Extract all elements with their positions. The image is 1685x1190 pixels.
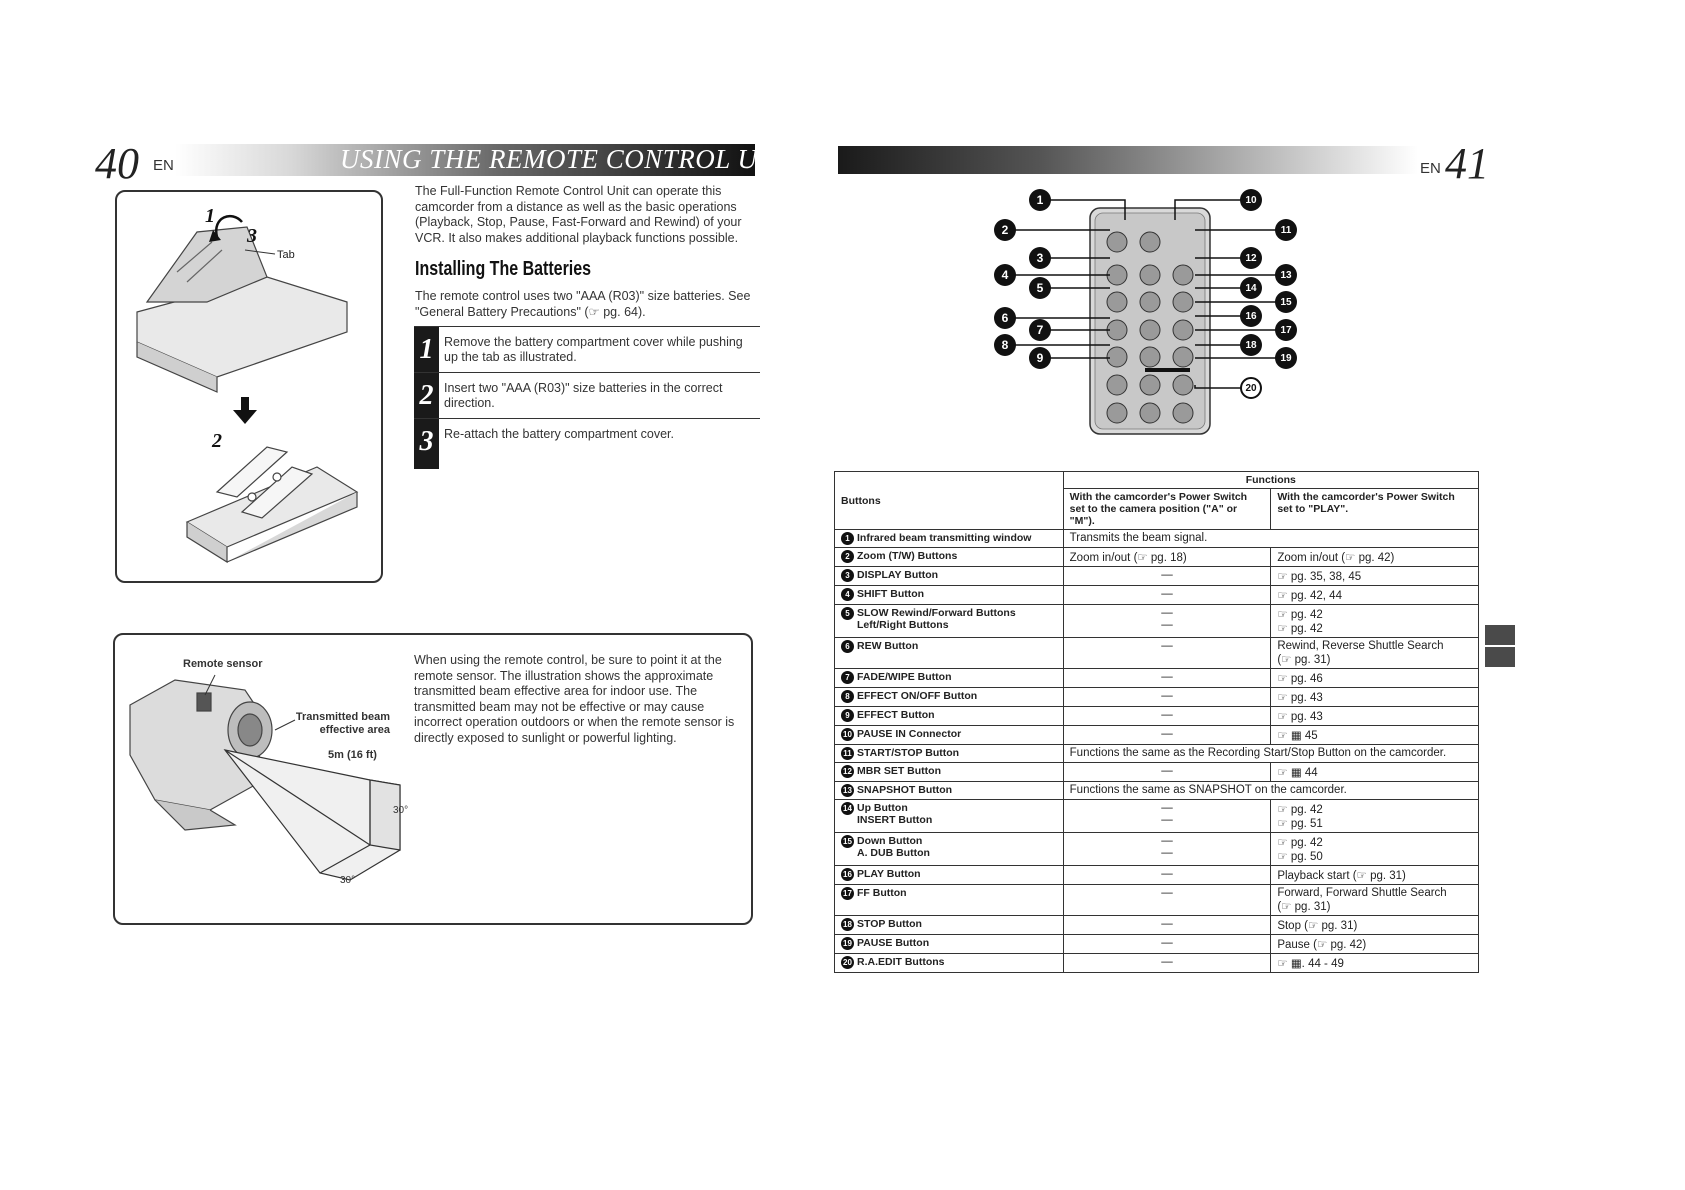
row-camera-cell: — <box>1063 916 1271 935</box>
row-number-badge: 12 <box>841 765 854 778</box>
row-button-label: MBR SET Button <box>857 765 941 777</box>
callout-15: 15 <box>1275 291 1297 313</box>
right-title-bar <box>838 146 1418 174</box>
beam-area <box>225 750 400 880</box>
row-number-badge: 7 <box>841 671 854 684</box>
callout-8: 8 <box>994 334 1016 356</box>
step-2-text: Insert two "AAA (R03)" size batteries in the correct direction. <box>444 381 723 410</box>
steps-block <box>414 326 760 468</box>
row-number-badge: 4 <box>841 588 854 601</box>
row-number-badge: 5 <box>841 607 854 620</box>
row-camera-cell: — <box>1063 763 1271 782</box>
row-number-badge: 17 <box>841 887 854 900</box>
page-suffix-left: EN <box>153 157 174 174</box>
row-button-cell <box>835 800 1064 833</box>
transmitted-beam-label: Transmitted beam effective area <box>295 711 390 736</box>
label-n1: 1 <box>205 205 215 227</box>
table-row <box>835 935 1479 954</box>
page-number-left: 40 <box>95 139 139 188</box>
row-number-badge: 9 <box>841 709 854 722</box>
callout-1: 1 <box>1029 189 1051 211</box>
table-row <box>835 782 1479 800</box>
page-prefix-right: EN <box>1420 160 1441 177</box>
table-row <box>835 530 1479 548</box>
row-number-badge: 3 <box>841 569 854 582</box>
row-button-label: R.A.EDIT Buttons <box>857 956 945 968</box>
row-camera-cell: Transmits the beam signal. <box>1063 530 1478 548</box>
row-camera-cell: — — <box>1063 605 1271 638</box>
row-button-cell <box>835 726 1064 745</box>
callout-20: 20 <box>1240 377 1262 399</box>
row-number-badge: 18 <box>841 918 854 931</box>
row-button-cell <box>835 935 1064 954</box>
row-number-badge: 8 <box>841 690 854 703</box>
row-button-cell <box>835 745 1064 763</box>
angle-vertical-label: 30° <box>393 805 409 816</box>
row-camera-cell: — <box>1063 935 1271 954</box>
callout-3: 3 <box>1029 247 1051 269</box>
callout-14: 14 <box>1240 277 1262 299</box>
row-button-cell <box>835 605 1064 638</box>
row-button-label: SHIFT Button <box>857 588 925 600</box>
row-button-label: STOP Button <box>857 918 922 930</box>
header-camera: With the camcorder's Power Switch set to the camera position ("A" or "M"). <box>1063 489 1271 530</box>
table-row <box>835 586 1479 605</box>
table-row <box>835 954 1479 973</box>
row-camera-cell: — <box>1063 688 1271 707</box>
row-play-cell: ☞ pg. 42 ☞ pg. 51 <box>1271 800 1479 833</box>
row-button-label: SNAPSHOT Button <box>857 784 953 796</box>
step-2-number: 2 <box>414 373 439 419</box>
row-button-label: PAUSE Button <box>857 937 930 949</box>
row-button-label: EFFECT Button <box>857 709 935 721</box>
row-number-badge: 16 <box>841 868 854 881</box>
row-button-cell <box>835 707 1064 726</box>
row-play-cell: Pause (☞ pg. 42) <box>1271 935 1479 954</box>
row-button-label: Down Button A. DUB Button <box>857 835 930 859</box>
row-play-cell: ☞ pg. 46 <box>1271 669 1479 688</box>
row-button-cell <box>835 833 1064 866</box>
table-row <box>835 866 1479 885</box>
row-button-cell <box>835 954 1064 973</box>
table-row <box>835 638 1479 669</box>
callout-19: 19 <box>1275 347 1297 369</box>
row-button-cell <box>835 586 1064 605</box>
distance-label: 5m (16 ft) <box>328 749 377 761</box>
row-camera-cell: — <box>1063 707 1271 726</box>
row-camera-cell: Zoom in/out (☞ pg. 18) <box>1063 548 1271 567</box>
callout-13: 13 <box>1275 264 1297 286</box>
table-row <box>835 916 1479 935</box>
row-camera-cell: — <box>1063 726 1271 745</box>
row-button-label: FF Button <box>857 887 907 899</box>
table-row <box>835 800 1479 833</box>
callout-5: 5 <box>1029 277 1051 299</box>
page-number-right: 41 <box>1445 139 1489 188</box>
header-functions: Functions <box>1063 472 1478 489</box>
step-3-text: Re-attach the battery compartment cover. <box>444 427 674 441</box>
row-button-cell <box>835 688 1064 707</box>
header-buttons: Buttons <box>835 472 1064 530</box>
remote-sensor-label: Remote sensor <box>183 658 263 670</box>
row-button-cell <box>835 548 1064 567</box>
table-body <box>835 530 1479 973</box>
row-play-cell: Zoom in/out (☞ pg. 42) <box>1271 548 1479 567</box>
installing-batteries-heading: Installing The Batteries <box>415 258 592 280</box>
row-button-cell <box>835 530 1064 548</box>
section-title: USING THE REMOTE CONTROL UNIT <box>340 144 802 174</box>
table-row <box>835 726 1479 745</box>
row-play-cell: ☞ pg. 42 ☞ pg. 50 <box>1271 833 1479 866</box>
row-play-cell: ☞ ▦ 45 <box>1271 726 1479 745</box>
row-button-cell <box>835 866 1064 885</box>
row-button-cell <box>835 669 1064 688</box>
row-button-label: Up Button INSERT Button <box>857 802 933 826</box>
row-camera-cell: — — <box>1063 800 1271 833</box>
row-button-label: EFFECT ON/OFF Button <box>857 690 978 702</box>
remote-diagram <box>985 180 1325 440</box>
row-button-cell <box>835 782 1064 800</box>
row-camera-cell: — <box>1063 669 1271 688</box>
label-n2: 2 <box>212 430 222 452</box>
row-number-badge: 20 <box>841 956 854 969</box>
row-play-cell: ☞ pg. 43 <box>1271 688 1479 707</box>
row-number-badge: 2 <box>841 550 854 563</box>
row-play-cell: ☞ pg. 35, 38, 45 <box>1271 567 1479 586</box>
row-camera-cell: — <box>1063 866 1271 885</box>
angle-horizontal-label: 30° <box>340 875 356 886</box>
row-button-cell <box>835 763 1064 782</box>
remote-sensor-frame <box>113 633 753 925</box>
callout-18: 18 <box>1240 334 1262 356</box>
row-number-badge: 11 <box>841 747 854 760</box>
row-camera-cell: — — <box>1063 833 1271 866</box>
row-play-cell: Stop (☞ pg. 31) <box>1271 916 1479 935</box>
row-button-label: DISPLAY Button <box>857 569 939 581</box>
row-button-cell <box>835 916 1064 935</box>
callout-4: 4 <box>994 264 1016 286</box>
callout-2: 2 <box>994 219 1016 241</box>
row-button-label: SLOW Rewind/Forward Buttons Left/Right Buttons <box>857 607 1016 631</box>
step-1-number: 1 <box>414 327 439 373</box>
row-button-label: PLAY Button <box>857 868 921 880</box>
row-play-cell: ☞ pg. 42 ☞ pg. 42 <box>1271 605 1479 638</box>
row-number-badge: 1 <box>841 532 854 545</box>
side-tab-line <box>1485 645 1515 647</box>
row-play-cell: Forward, Forward Shuttle Search (☞ pg. 31) <box>1271 885 1479 916</box>
step-3-number: 3 <box>414 419 439 469</box>
battery-description: The remote control uses two "AAA (R03)" size batteries. See "General Battery Precautions" (☞ pg. 64). <box>415 289 751 319</box>
header-play: With the camcorder's Power Switch set to "PLAY". <box>1271 489 1479 530</box>
table-row <box>835 605 1479 638</box>
row-button-label: START/STOP Button <box>857 747 960 759</box>
row-play-cell: ☞ pg. 42, 44 <box>1271 586 1479 605</box>
row-button-label: PAUSE IN Connector <box>857 728 962 740</box>
step-1-text: Remove the battery compartment cover while pushing up the tab as illustrated. <box>444 335 743 364</box>
row-number-badge: 6 <box>841 640 854 653</box>
row-play-cell: ☞ ▦ 44 <box>1271 763 1479 782</box>
row-number-badge: 19 <box>841 937 854 950</box>
remote-batteries-drawing <box>187 447 357 562</box>
row-play-cell: Playback start (☞ pg. 31) <box>1271 866 1479 885</box>
row-play-cell: ☞ ▦. 44 - 49 <box>1271 954 1479 973</box>
step-2 <box>414 372 760 419</box>
row-button-cell <box>835 567 1064 586</box>
row-camera-cell: Functions the same as the Recording Start/Stop Button on the camcorder. <box>1063 745 1478 763</box>
table-row <box>835 669 1479 688</box>
battery-illustration-frame <box>115 190 383 583</box>
row-camera-cell: — <box>1063 586 1271 605</box>
table-row <box>835 745 1479 763</box>
row-number-badge: 15 <box>841 835 854 848</box>
row-button-cell <box>835 885 1064 916</box>
functions-table <box>834 471 1479 973</box>
table-row <box>835 567 1479 586</box>
table-row <box>835 763 1479 782</box>
callout-7: 7 <box>1029 319 1051 341</box>
row-button-label: REW Button <box>857 640 919 652</box>
row-number-badge: 13 <box>841 784 854 797</box>
step-1 <box>414 326 760 373</box>
label-tab: Tab <box>277 249 295 261</box>
row-camera-cell: Functions the same as SNAPSHOT on the camcorder. <box>1063 782 1478 800</box>
intro-paragraph: The Full-Function Remote Control Unit can operate this camcorder from a distance as well as the basic operations (Playback, Stop, Pause, Fast-Forward and Rewind) of your VCR. It also makes additional playback functions possible. <box>415 184 742 245</box>
step-3 <box>414 418 760 469</box>
table-header-row-1 <box>835 472 1479 489</box>
callout-11: 11 <box>1275 219 1297 241</box>
row-camera-cell: — <box>1063 638 1271 669</box>
row-button-cell <box>835 638 1064 669</box>
table-row <box>835 688 1479 707</box>
left-page-header <box>95 139 802 188</box>
row-play-cell: ☞ pg. 43 <box>1271 707 1479 726</box>
row-camera-cell: — <box>1063 954 1271 973</box>
battery-illustration <box>117 192 381 581</box>
callout-16: 16 <box>1240 305 1262 327</box>
row-button-label: Zoom (T/W) Buttons <box>857 550 958 562</box>
table-row <box>835 548 1479 567</box>
down-arrow-icon <box>233 397 257 424</box>
row-play-cell: Rewind, Reverse Shuttle Search (☞ pg. 31) <box>1271 638 1479 669</box>
sensor-illustration <box>115 635 415 923</box>
row-camera-cell: — <box>1063 885 1271 916</box>
row-number-badge: 10 <box>841 728 854 741</box>
label-n3: 3 <box>247 225 257 247</box>
row-button-label: FADE/WIPE Button <box>857 671 952 683</box>
table-row <box>835 885 1479 916</box>
callout-17: 17 <box>1275 319 1297 341</box>
callout-9: 9 <box>1029 347 1051 369</box>
row-number-badge: 14 <box>841 802 854 815</box>
remote-cover-drawing <box>137 227 347 392</box>
row-camera-cell: — <box>1063 567 1271 586</box>
row-button-label: Infrared beam transmitting window <box>857 532 1032 544</box>
remote-drawing <box>985 180 1325 440</box>
sensor-description: When using the remote control, be sure to point it at the remote sensor. The illustration shows the approximate transmitted beam effective area for indoor use. The transmitted beam may not be effective or may cause incorrect operation outdoors or when the remote sensor is directly exposed to sunlight or powerful lighting. <box>414 653 735 745</box>
callout-6: 6 <box>994 307 1016 329</box>
table-row <box>835 707 1479 726</box>
callout-12: 12 <box>1240 247 1262 269</box>
table-row <box>835 833 1479 866</box>
callout-10: 10 <box>1240 189 1262 211</box>
